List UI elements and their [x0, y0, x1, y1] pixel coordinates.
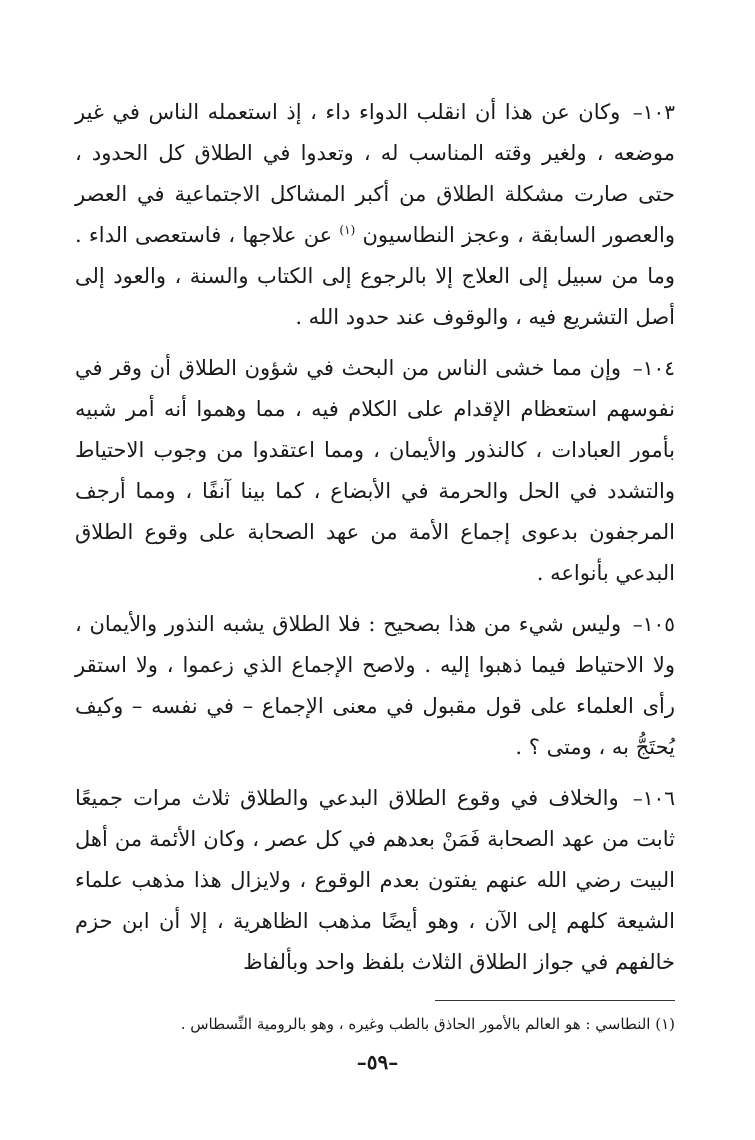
footnote-reference: (١): [339, 223, 356, 237]
paragraph-text: وإن مما خشى الناس من البحث في شؤون الطلاق أن وقر في نفوسهم استعظام الإقدام على الكلام فيه ، مما وهموا أنه أمر شبيه بأمور العبادات ، كالنذور والأيمان ، ومما اعتقدوا من وجوب الاحتياط والتشدد في الحل والحرمة في الأبضاع ، كما بينا آنفًا ، ومما أرجف المرجفون بدعوى إجماع الأمة من عهد الصحابة على وقوع الطلاق البدعي بأنواعه .: [75, 356, 675, 585]
paragraph-103: [75, 92, 675, 338]
paragraph-106: [75, 778, 675, 983]
paragraph-number: ١٠٥–: [632, 612, 675, 636]
paragraph-number: ١٠٦–: [632, 786, 675, 810]
paragraph-text-continued: عن علاجها ، فاستعصى الداء . وما من سبيل إلى العلاج إلا بالرجوع إلى الكتاب والسنة ، والعود إلى أصل التشريع فيه ، والوقوف عند حدود الله .: [75, 223, 675, 329]
main-text: [75, 92, 675, 993]
paragraph-105: [75, 604, 675, 768]
footnote: (١) النطاسي : هو العالم بالأمور الحاذق بالطب وغيره ، وهو بالرومية النِّسطاس .: [180, 1015, 675, 1033]
footnote-divider: [435, 1000, 675, 1001]
paragraph-number: ١٠٤–: [632, 356, 675, 380]
page-number: –٥٩–: [356, 1050, 399, 1074]
paragraph-text: وليس شيء من هذا بصحيح : فلا الطلاق يشبه النذور والأيمان ، ولا الاحتياط فيما ذهبوا إليه . ولاصح الإجماع الذي زعموا ، ولا استقر رأى العلماء على قول مقبول في معنى الإجماع – في نفسه – وكيف يُحتَجُّ به ، ومتى ؟ .: [75, 612, 675, 759]
paragraph-number: ١٠٣–: [632, 100, 675, 124]
paragraph-104: [75, 348, 675, 594]
paragraph-text: والخلاف في وقوع الطلاق البدعي والطلاق ثلاث مرات جميعًا ثابت من عهد الصحابة فَمَنْ بعدهم في كل عصر ، وكان الأئمة من أهل البيت رضي الله عنهم يفتون بعدم الوقوع ، ولايزال هذا مذهب علماء الشيعة كلهم إلى الآن ، وهو أيضًا مذهب الظاهرية ، إلا أن ابن حزم خالفهم في جواز الطلاق الثلاث بلفظ واحد وبألفاظ: [75, 786, 675, 974]
paragraph-text: وكان عن هذا أن انقلب الدواء داء ، إذ استعمله الناس في غير موضعه ، ولغير وقته المناسب له ، وتعدوا في الطلاق كل الحدود ، حتى صارت مشكلة الطلاق من أكبر المشاكل الاجتماعية في العصر والعصور السابقة ، وعجز النطاسيون: [75, 100, 675, 247]
